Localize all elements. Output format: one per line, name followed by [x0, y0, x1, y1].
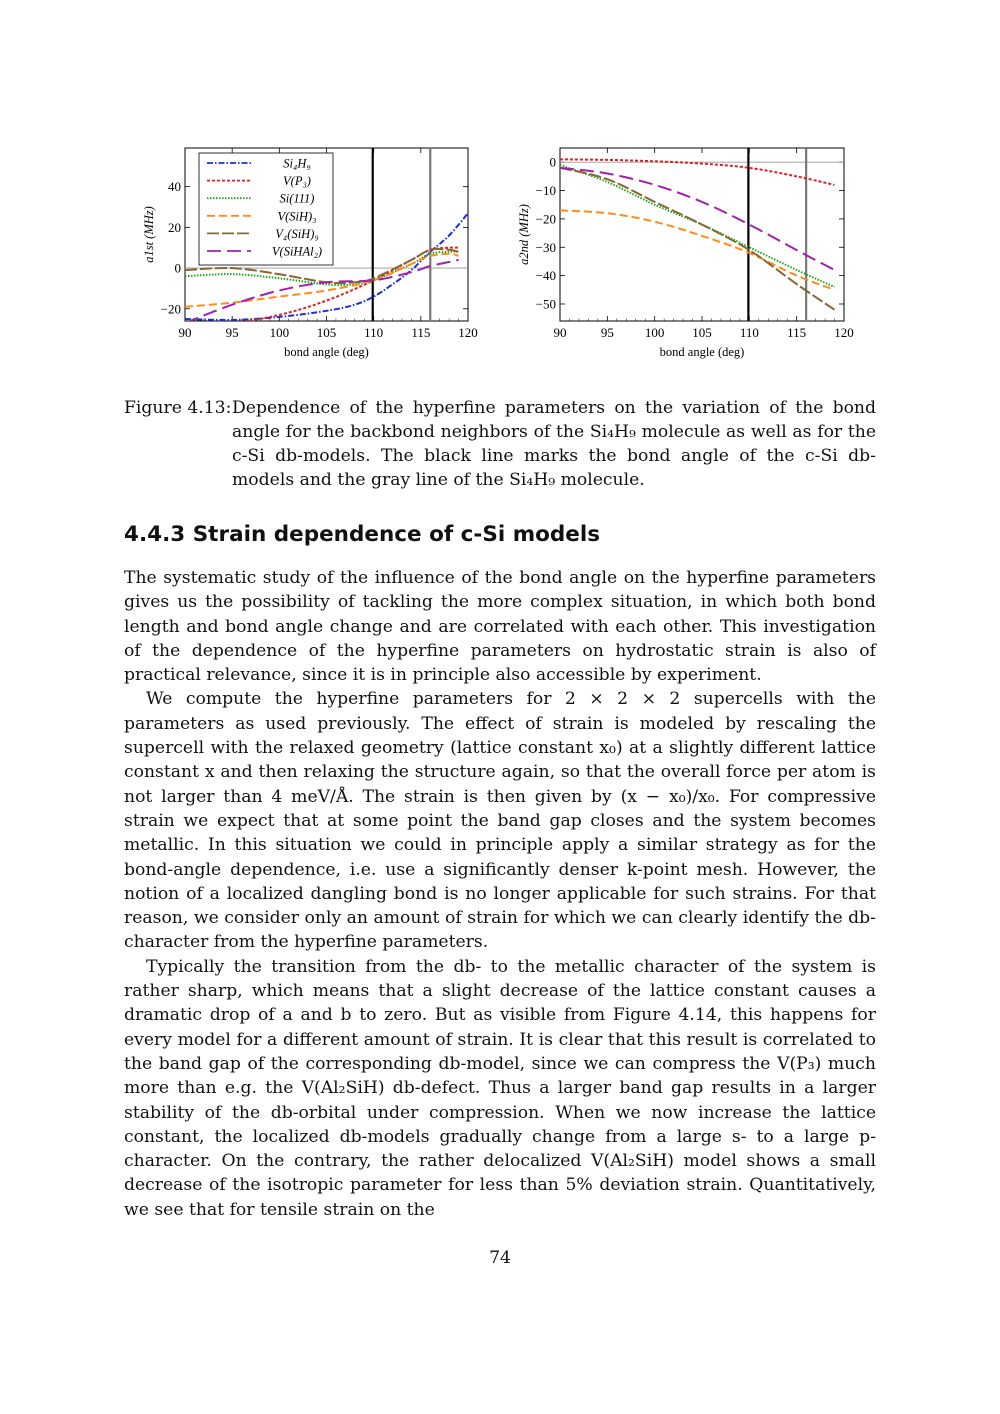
page-number: 74: [489, 1248, 511, 1268]
x-tick-label: 110: [739, 325, 759, 340]
legend-label-6: V(SiHAl₂): [271, 244, 323, 259]
series-line-3: [560, 165, 835, 287]
paragraph-3: Typically the transition from the db- to the metallic character of the system is rather sharp, which means that a slight decrease of the lattice constant causes a dramatic drop of a and b to zero. But as visible from Figure 4.14, this happens for every model for a different amount of strain. It is clear that this result is correlated to the band gap of the corresponding db-model, since we can compress the V(P₃) much more than e.g. the V(Al₂SiH) db-defect. Thus a larger band gap results in a larger stability of the db-orbital under compression. When we now increase the lattice constant, the localized db-models gradually change from a large s- to a large p-character. On the contrary, the rather delocalized V(Al₂SiH) model shows a small decrease of the isotropic parameter for less than 5% deviation strain. Quantitatively, we see that for tensile strain on the: [124, 956, 876, 1220]
caption-label: Figure 4.13:: [124, 398, 232, 418]
y-tick-label: −20: [535, 211, 556, 227]
chart-panel-2: [517, 148, 854, 359]
x-tick-label: 105: [692, 325, 712, 340]
x-tick-label: 120: [458, 325, 478, 340]
x-axis-label: bond angle (deg): [284, 345, 369, 359]
x-tick-label: 115: [787, 325, 807, 340]
figure-svg: [130, 140, 870, 365]
y-axis-label: a2nd (MHz): [517, 204, 531, 265]
y-axis-label: a1st (MHz): [142, 206, 156, 263]
figure-4-13: [130, 140, 870, 365]
y-tick-label: 20: [168, 219, 181, 235]
body-text: [124, 566, 876, 1222]
y-tick-label: 40: [168, 179, 181, 195]
series-line-5: [560, 168, 835, 310]
x-axis-label: bond angle (deg): [659, 345, 745, 359]
chart-panel-1: [142, 148, 478, 359]
series-line-4: [560, 210, 835, 289]
legend-label-1: Si₄H₉: [283, 156, 311, 171]
section-heading: 4.4.3 Strain dependence of c-Si models: [124, 522, 601, 547]
y-tick-label: −30: [535, 239, 556, 255]
x-tick-label: 115: [411, 325, 431, 340]
y-tick-label: −40: [535, 268, 556, 284]
series-group: [560, 159, 835, 309]
series-line-6: [560, 168, 835, 270]
y-tick-label: 0: [549, 154, 556, 170]
legend-label-2: V(P₃): [283, 174, 311, 189]
x-tick-label: 90: [178, 325, 192, 340]
x-tick-label: 100: [269, 325, 290, 340]
y-tick-label: −50: [535, 296, 556, 312]
x-tick-label: 110: [364, 325, 384, 340]
x-tick-label: 100: [644, 325, 665, 340]
paragraph-1: The systematic study of the influence of the bond angle on the hyperfine parameters gives us the possibility of tackling the more complex situation, in which both bond length and bond angle change and are correlated with each other. This investigation of the dependence of the hyperfine parameters on hydrostatic strain is also of practical relevance, since it is in principle also accessible by experiment.: [124, 568, 876, 686]
x-tick-label: 90: [553, 325, 567, 340]
plot-frame: [560, 148, 844, 321]
legend-label-5: V₄(SiH)₉: [275, 226, 319, 241]
figure-caption: [124, 396, 876, 492]
legend-label-3: Si(111): [279, 191, 315, 206]
legend-label-4: V(SiH)₃: [277, 209, 317, 224]
x-tick-label: 95: [600, 325, 614, 340]
legend: [199, 153, 333, 265]
y-tick-label: −20: [160, 301, 181, 317]
x-tick-label: 120: [834, 325, 854, 340]
paragraph-2: We compute the hyperfine parameters for 2 × 2 × 2 supercells with the parameters as used previously. The effect of strain is modeled by rescaling the supercell with the relaxed geometry (lattice constant x₀) at a slightly different lattice constant x and then relaxing the structure again, so that the overall force per atom is not larger than 4 meV/Å. The strain is then given by (x − x₀)/x₀. For compressive strain we expect that at some point the band gap closes and the system becomes metallic. In this situation we could in principle apply a similar strategy as for the bond-angle dependence, i.e. use a significantly denser k-point mesh. However, the notion of a localized dangling bond is no longer applicable for such strains. For that reason, we consider only an amount of strain for which we can clearly identify the db-character from the hyperfine parameters.: [124, 689, 876, 953]
x-tick-label: 105: [316, 325, 337, 340]
y-tick-label: −10: [535, 183, 556, 199]
y-tick-label: 0: [174, 260, 181, 276]
x-tick-label: 95: [225, 325, 239, 340]
caption-text: Dependence of the hyperfine parameters on the variation of the bond angle for the backbond neighbors of the Si₄H₉ molecule as well as for the c-Si db-models. The black line marks the bond angle of the c-Si db-models and the gray line of the Si₄H₉ molecule.: [232, 398, 876, 490]
